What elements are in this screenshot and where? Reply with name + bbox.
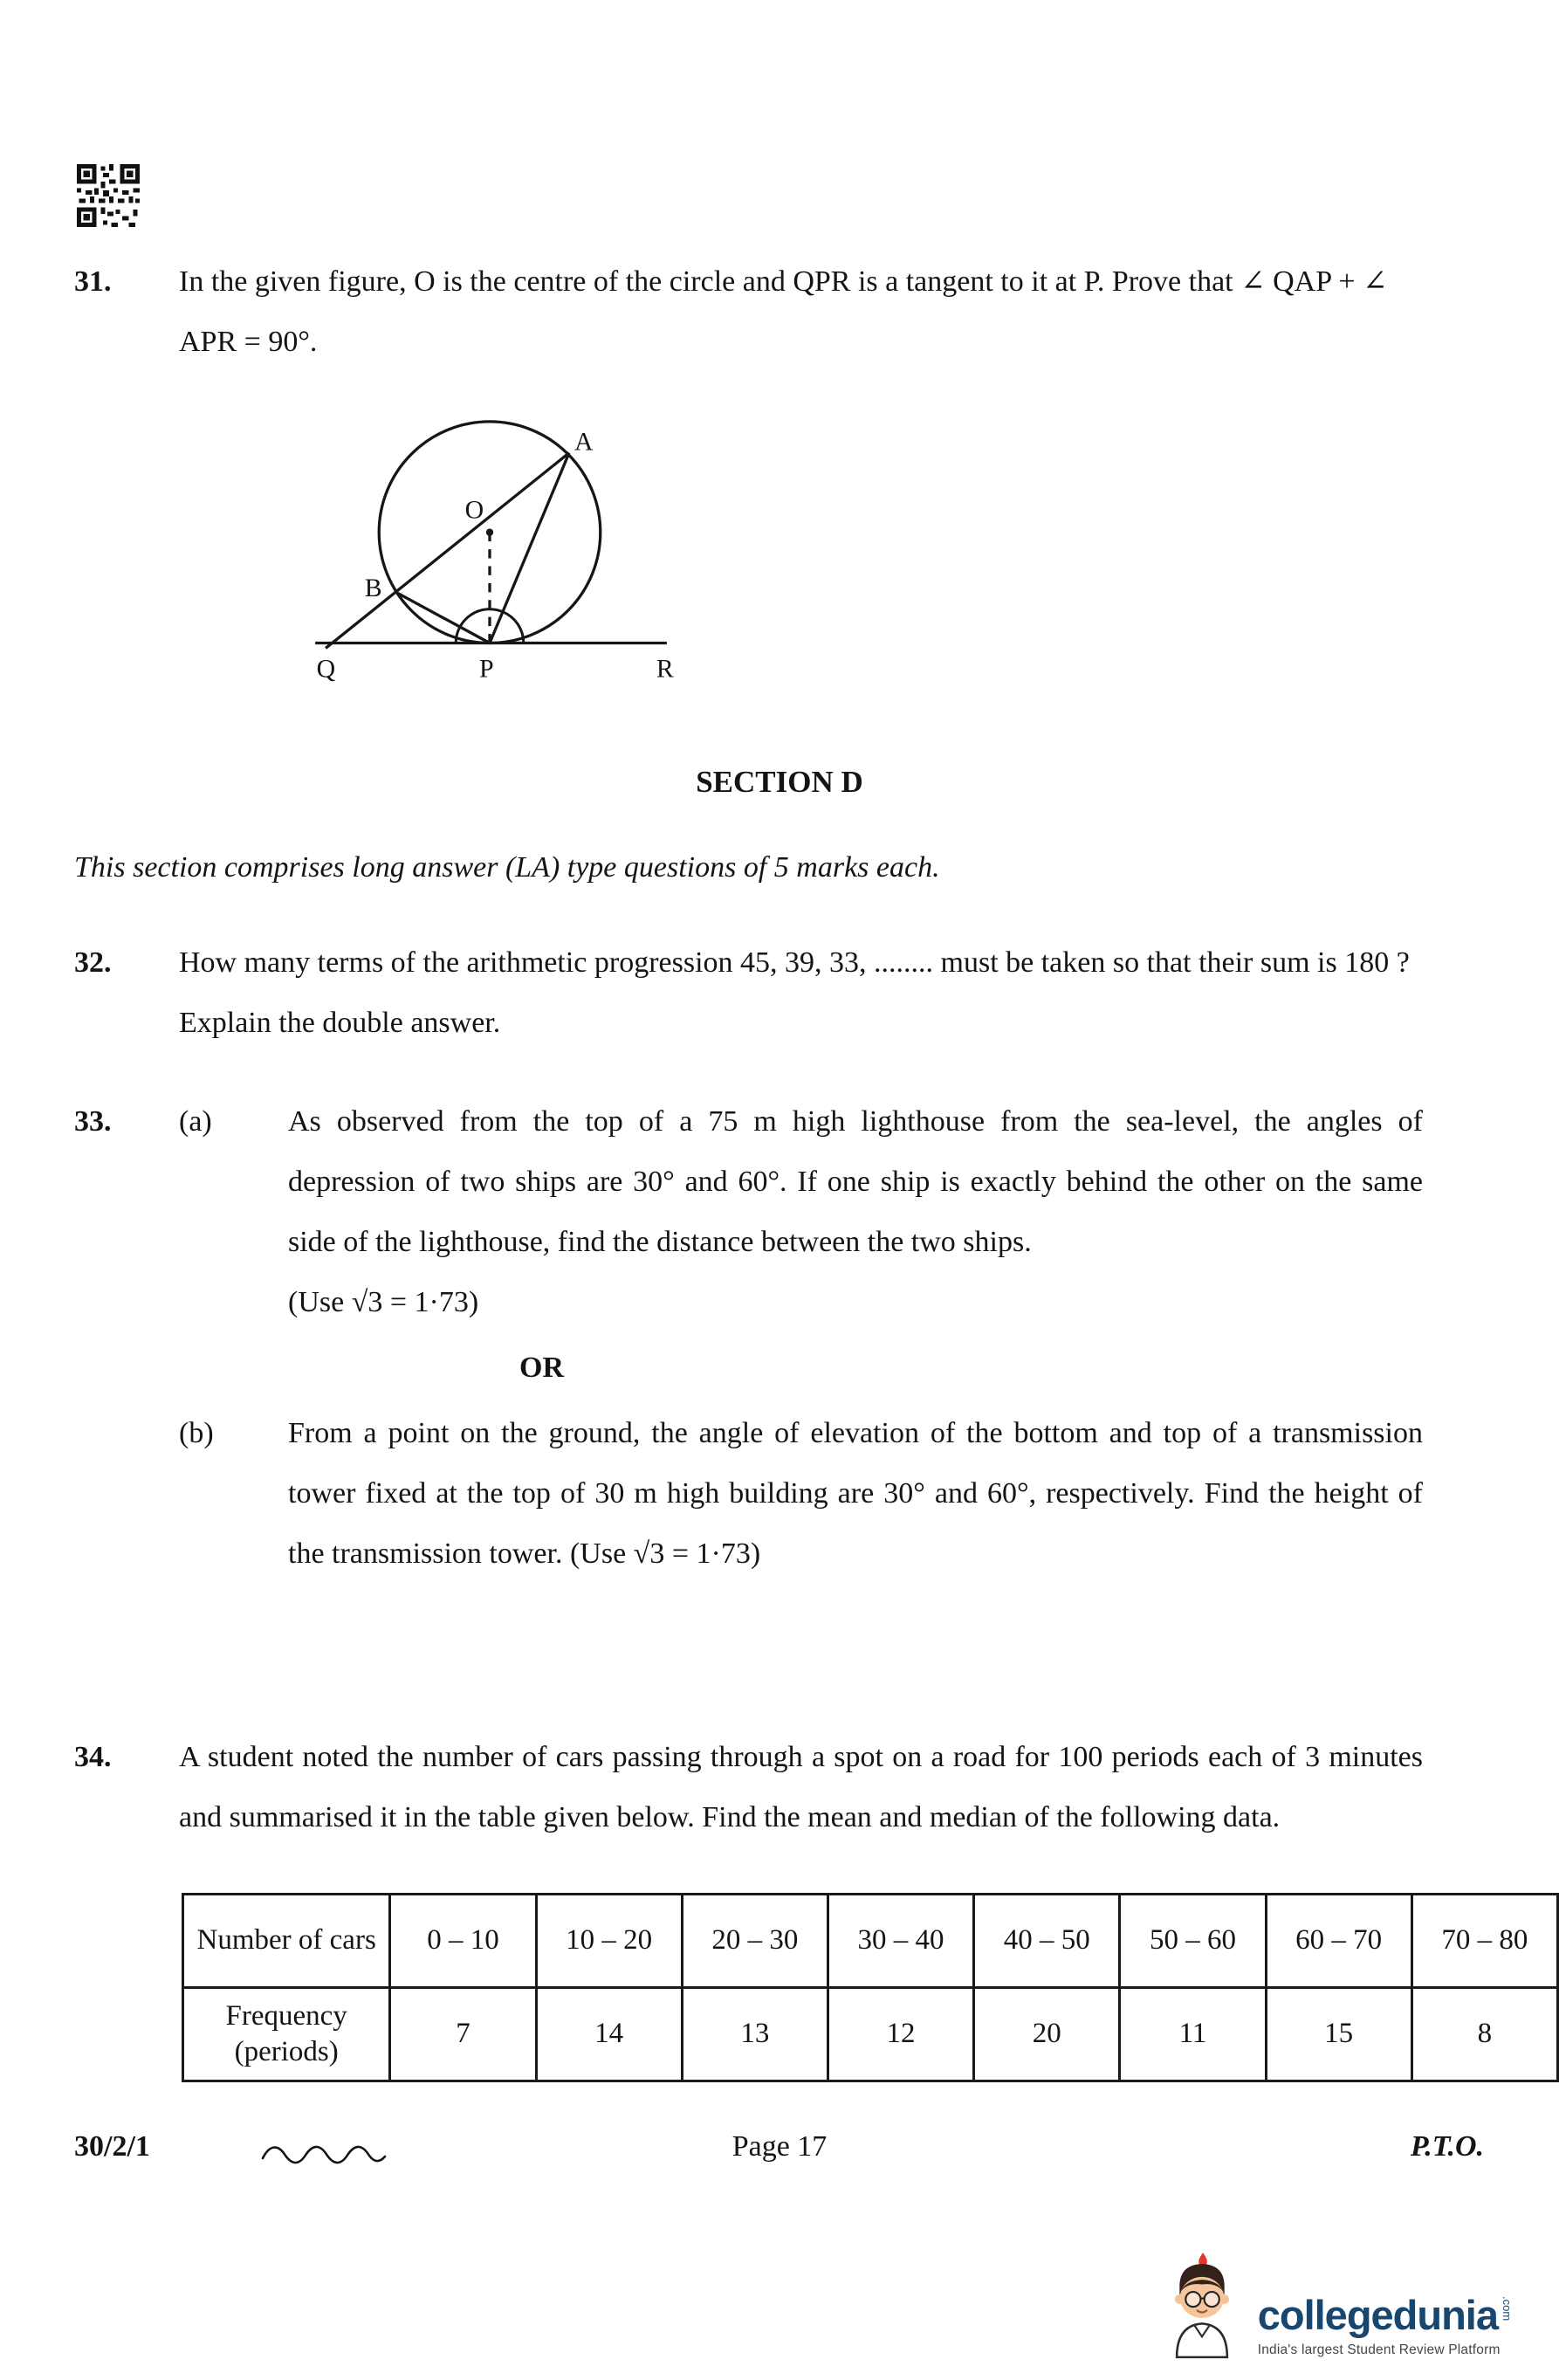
- table-row-frequencies: [183, 1988, 1558, 2081]
- question-33-number: 33.: [74, 1105, 112, 1138]
- frequency-table: [182, 1893, 1559, 2082]
- collegedunia-logo-text: [1258, 2294, 1514, 2363]
- table-cell-freq-8: 8: [1411, 1988, 1557, 2081]
- section-d-description: This section comprises long answer (LA) type questions of 5 marks each.: [74, 851, 940, 884]
- question-31-text: In the given figure, O is the centre of the circle and QPR is a tangent to it at P. Prove that ∠ QAP + ∠ APR = 90°.: [179, 265, 1388, 358]
- collegedunia-mascot-icon: [1158, 2251, 1246, 2363]
- table-cell-freq-2: 14: [536, 1988, 682, 2081]
- question-34-number: 34.: [74, 1741, 112, 1773]
- table-cell-freq-7: 15: [1266, 1988, 1411, 2081]
- figure-label-R: R: [656, 654, 674, 684]
- collegedunia-logo: [1158, 2251, 1514, 2363]
- table-cell-range-5: 40 – 50: [974, 1895, 1120, 1988]
- question-31: [74, 251, 1423, 372]
- footer-pto: P.T.O.: [1410, 2130, 1484, 2163]
- table-cell-freq-4: 12: [828, 1988, 973, 2081]
- section-d-title: SECTION D: [696, 765, 863, 799]
- table-cell-range-7: 60 – 70: [1266, 1895, 1411, 1988]
- figure-label-P: P: [479, 654, 494, 684]
- figure-label-A: A: [573, 427, 594, 457]
- question-33b-text: From a point on the ground, the angle of elevation of the bottom and top of a transmission tower fixed at the top of 30 m high building are 30° and 60°, respectively. Find the height of the transmission tower. (Use √3 = 1·73): [288, 1417, 1423, 1570]
- question-33: [74, 1091, 1423, 1584]
- table-cell-range-8: 70 – 80: [1411, 1895, 1557, 1988]
- question-31-number: 31.: [74, 265, 112, 298]
- collegedunia-tagline: India's largest Student Review Platform: [1257, 2342, 1501, 2357]
- line-PA: [490, 453, 569, 643]
- squiggle-mark: [258, 2137, 388, 2173]
- question-34: [74, 1727, 1423, 1847]
- question-31-figure: [281, 409, 698, 726]
- line-BP: [396, 592, 490, 643]
- figure-label-Q: Q: [316, 654, 336, 684]
- question-32: [74, 932, 1423, 1053]
- question-32-number: 32.: [74, 946, 112, 979]
- question-33b-label: (b): [179, 1417, 214, 1449]
- centre-dot: [486, 529, 493, 536]
- table-cell-freq-6: 11: [1120, 1988, 1266, 2081]
- table-cell-range-2: 10 – 20: [536, 1895, 682, 1988]
- table-header-number-of-cars: Number of cars: [183, 1895, 390, 1988]
- question-33a-use-note: (Use √3 = 1·73): [288, 1286, 479, 1318]
- question-33-or: OR: [519, 1352, 564, 1384]
- qr-code-icon: [77, 164, 140, 231]
- table-cell-range-1: 0 – 10: [390, 1895, 536, 1988]
- table-cell-freq-5: 20: [974, 1988, 1120, 2081]
- table-cell-freq-3: 13: [682, 1988, 828, 2081]
- table-cell-range-3: 20 – 30: [682, 1895, 828, 1988]
- collegedunia-tld: .com: [1501, 2296, 1514, 2322]
- collegedunia-brand-name: collegedunia: [1257, 2292, 1498, 2338]
- table-row-classes: [183, 1895, 1558, 1988]
- table-cell-range-4: 30 – 40: [828, 1895, 973, 1988]
- table-header-frequency: Frequency (periods): [183, 1988, 390, 2081]
- question-33a-text: As observed from the top of a 75 m high lighthouse from the sea-level, the angles of depression of two ships are 30° and 60°. If one ship is exactly behind the other on the same side of the lighthouse, find the distance between the two ships.: [288, 1105, 1423, 1258]
- question-33a-label: (a): [179, 1105, 212, 1138]
- footer-page-label: Page 17: [731, 2130, 828, 2163]
- footer-paper-code: 30/2/1: [74, 2130, 150, 2163]
- question-34-text: A student noted the number of cars passing through a spot on a road for 100 periods each of 3 minutes and summarised it in the table given below. Find the mean and median of the following data.: [179, 1741, 1423, 1833]
- figure-label-B: B: [364, 573, 382, 602]
- table-cell-range-6: 50 – 60: [1120, 1895, 1266, 1988]
- question-34-table-wrap: [182, 1893, 1559, 2082]
- table-cell-freq-1: 7: [390, 1988, 536, 2081]
- figure-label-O: O: [464, 495, 484, 525]
- question-32-text: How many terms of the arithmetic progression 45, 39, 33, ........ must be taken so that their sum is 180 ? Explain the double answer.: [179, 946, 1410, 1039]
